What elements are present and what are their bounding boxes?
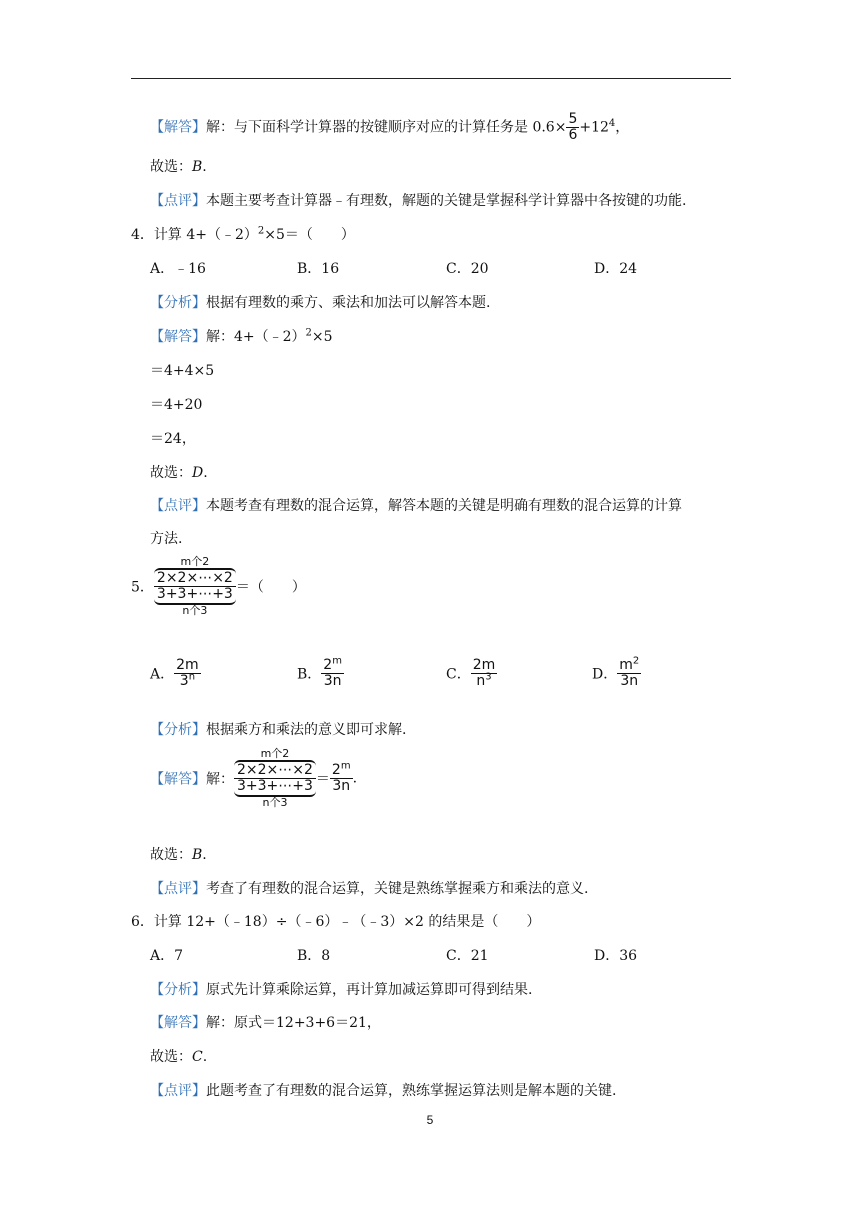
brace-fraction: [234, 748, 316, 809]
num-base: 2: [323, 657, 333, 673]
analysis-text: 根据有理数的乘方、乘法和加法可以解答本题.: [206, 295, 491, 311]
q4-step-3: ＝24，: [150, 431, 196, 447]
option-denominator: [471, 673, 498, 689]
option-denominator: 3n: [321, 673, 344, 689]
option-fraction: [471, 658, 498, 689]
q6-review: [150, 1081, 616, 1101]
q4-review: [150, 496, 682, 516]
answer-a: 解：4+（﹣2）: [206, 329, 306, 345]
brace-fraction: [154, 556, 236, 617]
answer-tag: 【解答】: [150, 1015, 206, 1031]
q4-option-a: A．﹣16: [150, 261, 206, 277]
q5-option-b: [297, 655, 344, 689]
den-base: n: [476, 673, 486, 689]
choose-text: 故选：: [150, 159, 192, 175]
choose-text: 故选：: [150, 1049, 192, 1065]
option-letter: D．: [592, 666, 618, 683]
option-letter: B．: [297, 666, 322, 683]
fraction-denominator: 3+3+⋯+3: [234, 778, 316, 797]
q6-option-d: D．36: [594, 948, 638, 964]
option-fraction: [321, 655, 344, 689]
result-fraction: [330, 760, 353, 794]
num-exponent: m: [332, 655, 342, 667]
q4-stem-a: 4．计算 4+（﹣2）: [131, 227, 258, 243]
answer-tag: 【解答】: [150, 771, 206, 788]
q5-answer: [150, 748, 357, 809]
q6-stem: 6．计算 12+（﹣18）÷（﹣6）﹣（﹣3）×2 的结果是（ ）: [131, 914, 541, 930]
fraction-numerator: 2×2×⋯×2: [154, 568, 236, 586]
num-base: m: [619, 657, 633, 673]
q4-choose: [150, 463, 208, 483]
analysis-text: 原式先计算乘除运算，再计算加减运算即可得到结果.: [206, 982, 533, 998]
q4-analysis: [150, 293, 490, 313]
q4-stem: [131, 225, 355, 245]
q6-option-b: B．8: [297, 948, 331, 964]
q3-answer-line: [150, 112, 629, 143]
review-tag: 【点评】: [150, 193, 206, 209]
choose-letter: B: [192, 847, 203, 863]
option-numerator: 2m: [176, 657, 199, 673]
choose-end: .: [202, 159, 207, 175]
answer-text: 解：与下面科学计算器的按键顺序对应的计算任务是 0.6×: [206, 119, 567, 136]
q4-option-b: B．16: [297, 261, 340, 277]
q6-analysis: [150, 980, 532, 1000]
option-numerator: 2m: [472, 657, 496, 673]
num-exponent: 2: [632, 655, 640, 667]
q4-option-d: D．24: [594, 261, 638, 277]
num-exponent: m: [340, 760, 351, 772]
over-brace-label: m个2: [260, 747, 290, 760]
under-brace-label: n个3: [262, 796, 288, 809]
under-brace-label: n个3: [182, 604, 208, 617]
den-exponent: 3: [485, 671, 492, 683]
option-denominator: 3n: [617, 673, 641, 689]
choose-letter: D: [192, 465, 204, 481]
answer-tail: +12: [579, 119, 609, 136]
q4-step-1: ＝4+4×5: [150, 363, 215, 379]
page-number: 5: [426, 1113, 434, 1127]
q5-analysis: [150, 720, 406, 740]
choose-end: .: [202, 847, 207, 863]
q4-stem-exponent: 2: [257, 225, 265, 237]
header-rule: [131, 78, 731, 79]
analysis-text: 根据乘方和乘法的意义即可求解.: [206, 722, 407, 738]
answer-tag: 【解答】: [150, 329, 206, 345]
choose-text: 故选：: [150, 847, 192, 863]
q6-option-a: A．7: [150, 948, 184, 964]
option-numerator: [617, 655, 641, 673]
q6-option-c: C．21: [446, 948, 489, 964]
answer-end: ，: [615, 119, 630, 136]
q5-option-c: [446, 658, 497, 689]
q4-review-cont: 方法.: [150, 531, 183, 547]
q6-answer: [150, 1013, 381, 1033]
fraction-denominator: 6: [568, 127, 578, 143]
den-exponent: n: [188, 671, 196, 683]
den-base: 3: [179, 673, 189, 689]
num-base: 2: [331, 762, 341, 778]
review-text: 此题考查了有理数的混合运算，熟练掌握运算法则是解本题的关键.: [206, 1083, 617, 1099]
over-brace-label: m个2: [180, 555, 210, 568]
option-letter: C．: [446, 666, 471, 683]
answer-text: 解：原式＝12+3+6＝21，: [206, 1015, 381, 1031]
q5-review: [150, 879, 588, 899]
option-fraction: [617, 655, 641, 689]
exponent: 4: [608, 117, 616, 129]
review-text: 考查了有理数的混合运算，关键是熟练掌握乘方和乘法的意义.: [206, 881, 589, 897]
q3-choose-line: [150, 157, 207, 177]
option-fraction: [174, 658, 201, 689]
q4-stem-b: ×5＝（ ）: [264, 227, 355, 243]
answer-end: .: [352, 770, 358, 787]
fraction: [566, 112, 579, 143]
choose-letter: B: [192, 159, 203, 175]
choose-end: .: [202, 1049, 208, 1065]
q4-option-c: C．20: [446, 261, 489, 277]
analysis-tag: 【分析】: [150, 722, 206, 738]
q5-stem: [131, 556, 306, 617]
q3-review-line: [150, 191, 686, 211]
choose-letter: C: [192, 1049, 203, 1065]
q4-step-2: ＝4+20: [150, 397, 203, 413]
q6-choose: [150, 1047, 207, 1067]
answer-text: 解：: [206, 771, 234, 788]
answer-exponent: 2: [305, 327, 312, 339]
answer-tag: 【解答】: [150, 119, 206, 136]
q4-answer: [150, 327, 333, 347]
review-text: 本题主要考查计算器﹣有理数，解题的关键是掌握科学计算器中各按键的功能.: [206, 193, 687, 209]
analysis-tag: 【分析】: [150, 982, 206, 998]
result-denominator: 3n: [330, 778, 353, 794]
review-line-1: 本题考查有理数的混合运算，解答本题的关键是明确有理数的混合运算的计算: [206, 498, 682, 514]
q5-choose: [150, 845, 207, 865]
q5-option-d: [592, 655, 641, 689]
analysis-tag: 【分析】: [150, 295, 206, 311]
q5-stem-tail: ＝（ ）: [235, 579, 306, 596]
fraction-denominator: 3+3+⋯+3: [154, 586, 236, 605]
review-tag: 【点评】: [150, 498, 206, 514]
review-tag: 【点评】: [150, 1083, 206, 1099]
option-letter: A．: [150, 666, 175, 683]
choose-text: 故选：: [150, 465, 192, 481]
option-denominator: [174, 673, 201, 689]
option-numerator: [321, 655, 344, 673]
choose-end: .: [203, 465, 208, 481]
q5-option-a: [150, 658, 201, 689]
review-tag: 【点评】: [150, 881, 206, 897]
q5-number: 5．: [131, 579, 154, 596]
fraction-numerator: 2×2×⋯×2: [234, 760, 316, 778]
result-numerator: [330, 760, 353, 778]
fraction-numerator: 5: [568, 111, 578, 127]
equals-sign: ＝: [315, 771, 330, 788]
answer-b: ×5: [311, 329, 333, 345]
